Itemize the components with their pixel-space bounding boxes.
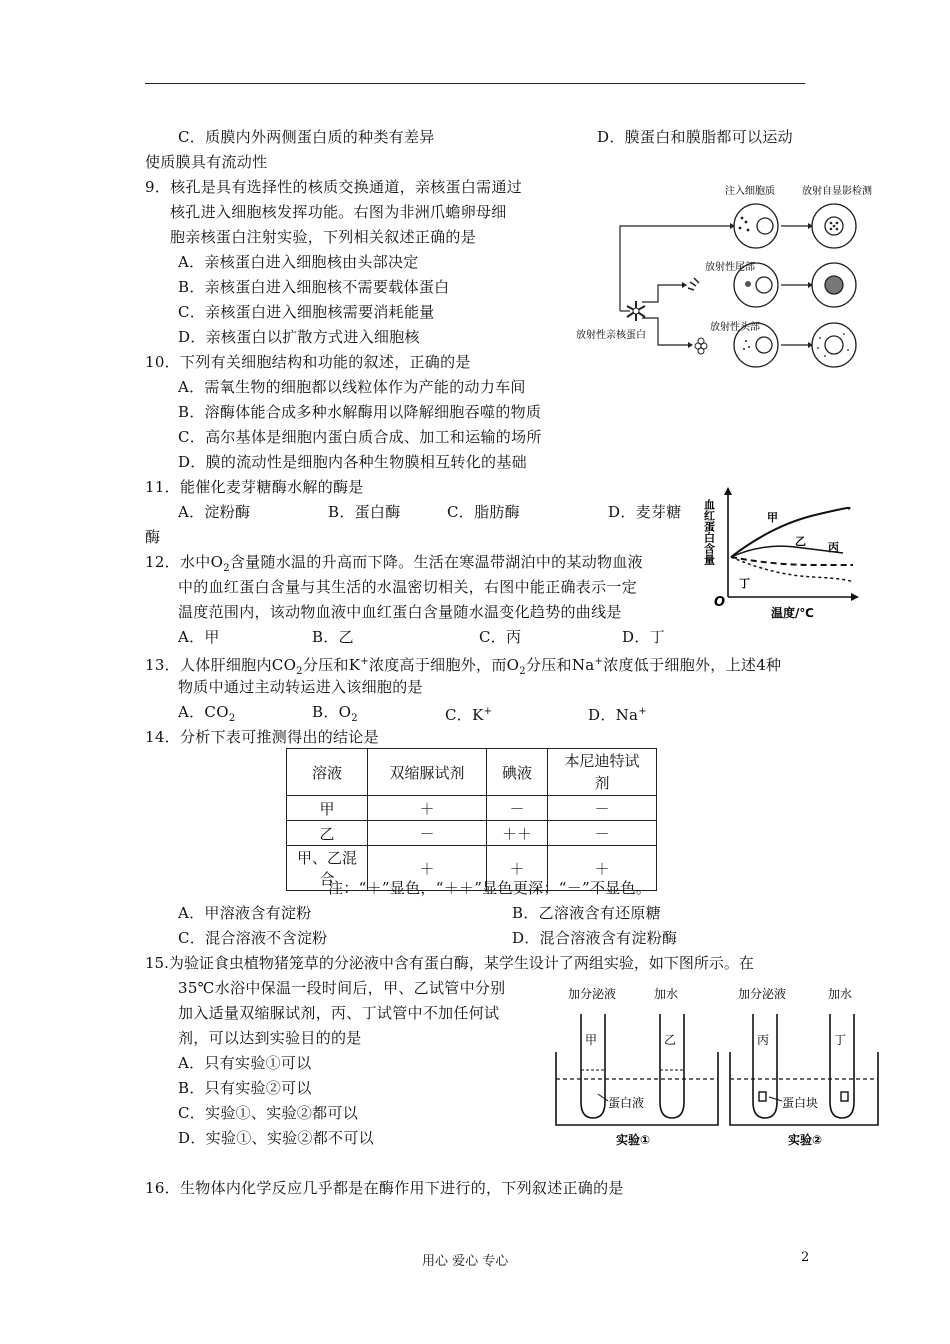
q12-curve-yi-label: 乙 <box>795 535 806 548</box>
q13-option-c-sup: + <box>483 706 493 717</box>
table-header-cell <box>548 749 657 796</box>
q13-stem-sub1: 2 <box>296 666 303 677</box>
header-rule <box>145 83 805 84</box>
q14-option-b: B．乙溶液含有还原糖 <box>512 904 662 922</box>
q13-stem-part3: 浓度高于细胞外，而O <box>368 656 520 674</box>
q15-option-b: B．只有实验②可以 <box>178 1079 312 1097</box>
q12-option-a: A．甲 <box>178 628 220 646</box>
q13-option-a-text: A．CO <box>178 703 229 721</box>
q9-stem-line1: 9．核孔是具有选择性的核质交换通道，亲核蛋白需通过 <box>145 178 523 196</box>
q15-stem-line1: 15.为验证食虫植物猪笼草的分泌液中含有蛋白酶，某学生设计了两组实验，如下图所示。在 <box>145 954 754 972</box>
q8-option-c: C．质膜内外两侧蛋白质的种类有差异 <box>178 128 435 146</box>
q13-option-d-sup: + <box>638 706 647 717</box>
table-cell: ＋ <box>368 846 487 891</box>
q15-fig-protein-liquid: 蛋白液 <box>608 1096 645 1110</box>
q13-option-b-text: B．O <box>312 703 352 721</box>
q14-table <box>286 748 657 891</box>
q11-continuation: 酶 <box>145 528 161 546</box>
q9-option-b: B．亲核蛋白进入细胞核不需要载体蛋白 <box>178 278 450 296</box>
q13-option-c-text: C．K <box>445 706 484 724</box>
q12-curve-bing-label: 丙 <box>828 541 839 554</box>
q13-stem-sup1: + <box>360 656 369 667</box>
q15-option-c: C．实验①、实验②都可以 <box>178 1104 359 1122</box>
q9-option-d: D．亲核蛋白以扩散方式进入细胞核 <box>178 328 420 346</box>
table-row <box>287 821 657 846</box>
q12-option-c: C．丙 <box>479 628 522 646</box>
q12-fig-origin: O <box>714 595 726 610</box>
table-cell: ＋＋ <box>487 821 548 846</box>
table-cell: ＋ <box>548 846 657 891</box>
q12-fig-ylabel: 血红蛋白含量 <box>703 499 716 565</box>
q12-stem-sub: 2 <box>223 563 230 574</box>
table-cell: － <box>487 796 548 821</box>
q11-option-b: B．蛋白酶 <box>328 503 401 521</box>
q13-option-a <box>178 702 235 729</box>
q9-fig-label-inject: 注入细胞质 <box>725 186 775 197</box>
q13-stem-sup2: + <box>594 656 604 667</box>
table-cell: 乙 <box>287 821 368 846</box>
q12-stem-line2: 中的血红蛋白含量与其生活的水温密切相关，右图中能正确表示一定 <box>178 578 638 596</box>
q14-option-a: A．甲溶液含有淀粉 <box>178 904 312 922</box>
q9-stem-line3: 胞亲核蛋白注射实验，下列相关叙述正确的是 <box>170 228 477 246</box>
q9-option-c: C．亲核蛋白进入细胞核需要消耗能量 <box>178 303 435 321</box>
q13-stem-part4: 分压和Na <box>525 656 595 674</box>
page-number: 2 <box>801 1250 810 1265</box>
table-header-row <box>287 749 657 796</box>
q15-option-a: A．只有实验①可以 <box>178 1054 312 1072</box>
q14-option-d: D．混合溶液含有淀粉酶 <box>512 929 678 947</box>
table-cell: － <box>368 821 487 846</box>
q8-option-d: D．膜蛋白和膜脂都可以运动 <box>597 128 793 146</box>
q9-stem-line2: 核孔进入细胞核发挥功能。右图为非洲爪蟾卵母细 <box>170 203 507 221</box>
q15-fig-add-secretion-1: 加分泌液 <box>568 987 617 1001</box>
q9-fig-label-detect: 放射自显影检测 <box>802 186 872 197</box>
table-header-line1: 本尼迪特试 <box>564 752 640 770</box>
q12-curve-jia-label: 甲 <box>767 511 778 524</box>
table-row <box>287 796 657 821</box>
q8-continuation: 使质膜具有流动性 <box>145 153 268 171</box>
q15-fig-tube-jia: 甲 <box>585 1033 598 1047</box>
q14-note: 注：“＋”显色，“＋＋”显色更深；“－”不显色。 <box>328 879 652 897</box>
q15-stem-line4: 剂，可以达到实验目的的是 <box>178 1029 362 1047</box>
q16-stem: 16．生物体内化学反应几乎都是在酶作用下进行的，下列叙述正确的是 <box>145 1179 624 1197</box>
q9-option-a: A．亲核蛋白进入细胞核由头部决定 <box>178 253 419 271</box>
table-cell: 甲、乙混合 <box>287 846 368 891</box>
table-cell: ＋ <box>487 846 548 891</box>
q11-stem: 11．能催化麦芽糖酶水解的酶是 <box>145 478 364 496</box>
q10-stem: 10．下列有关细胞结构和功能的叙述，正确的是 <box>145 353 471 371</box>
q15-fig-protein-block: 蛋白块 <box>782 1096 819 1110</box>
q15-fig-add-water-2: 加水 <box>828 987 853 1001</box>
q13-option-d-text: D．Na <box>588 706 639 724</box>
q12-option-d: D．丁 <box>622 628 665 646</box>
q10-option-c: C．高尔基体是细胞内蛋白质合成、加工和运输的场所 <box>178 428 542 446</box>
q15-fig-add-secretion-2: 加分泌液 <box>738 987 787 1001</box>
q15-fig-tube-bing: 丙 <box>757 1033 770 1047</box>
q10-option-b: B．溶酶体能合成多种水解酶用以降解细胞吞噬的物质 <box>178 403 542 421</box>
q15-option-d: D．实验①、实验②都不可以 <box>178 1129 374 1147</box>
q12-stem-line3: 温度范围内，该动物血液中血红蛋白含量随水温变化趋势的曲线是 <box>178 603 622 621</box>
table-cell: － <box>548 796 657 821</box>
q13-option-b-sub: 2 <box>351 713 358 724</box>
table-header-line2: 剂 <box>594 774 610 792</box>
q9-figure-nuclear-protein <box>570 178 880 378</box>
q15-figure-experiments <box>550 982 880 1150</box>
table-header-cell: 溶液 <box>287 749 368 796</box>
q12-stem-line1 <box>145 552 643 579</box>
q14-option-c: C．混合溶液不含淀粉 <box>178 929 328 947</box>
q9-fig-label-protein: 放射性亲核蛋白 <box>576 330 646 341</box>
q15-fig-exp2: 实验② <box>788 1133 823 1147</box>
q15-fig-tube-yi: 乙 <box>664 1033 677 1047</box>
q13-option-d <box>588 702 647 725</box>
q13-option-b <box>312 702 358 729</box>
q15-stem-line2: 35℃水浴中保温一段时间后，甲、乙试管中分别 <box>178 979 506 997</box>
table-header-cell: 碘液 <box>487 749 548 796</box>
q13-option-a-sub: 2 <box>228 713 236 724</box>
table-cell: 甲 <box>287 796 368 821</box>
q12-fig-xlabel: 温度/℃ <box>771 606 814 620</box>
q13-stem-part5: 浓度低于细胞外，上述4种 <box>603 656 782 674</box>
q10-option-d: D．膜的流动性是细胞内各种生物膜相互转化的基础 <box>178 453 527 471</box>
q11-option-c: C．脂肪酶 <box>447 503 520 521</box>
q13-stem-part2: 分压和K <box>302 656 361 674</box>
q15-fig-exp1: 实验① <box>616 1133 651 1147</box>
q12-stem-part2: 含量随水温的升高而下降。生活在寒温带湖泊中的某动物血液 <box>229 553 643 571</box>
q9-fig-label-tail: 放射性尾部 <box>705 262 755 273</box>
q12-figure-hemoglobin-curve <box>703 485 878 625</box>
q15-fig-add-water-1: 加水 <box>654 987 679 1001</box>
q10-option-a: A．需氧生物的细胞都以线粒体作为产能的动力车间 <box>178 378 526 396</box>
q13-stem-sub2: 2 <box>519 666 526 677</box>
q12-option-b: B．乙 <box>312 628 354 646</box>
q11-option-a: A．淀粉酶 <box>178 503 251 521</box>
q11-option-d: D．麦芽糖 <box>608 503 682 521</box>
q12-curve-ding-label: 丁 <box>739 577 750 590</box>
table-cell: － <box>548 821 657 846</box>
table-header-cell: 双缩脲试剂 <box>368 749 487 796</box>
q13-stem-part1: 13．人体肝细胞内CO <box>145 656 297 674</box>
table-cell: ＋ <box>368 796 487 821</box>
q15-fig-tube-ding: 丁 <box>834 1033 847 1047</box>
q9-fig-label-head: 放射性头部 <box>710 322 760 333</box>
q15-stem-line3: 加入适量双缩脲试剂，丙、丁试管中不加任何试 <box>178 1004 500 1022</box>
q12-stem-part1: 12．水中O <box>145 553 224 571</box>
q13-option-c <box>445 702 492 725</box>
footer-motto: 用心 爱心 专心 <box>422 1254 509 1269</box>
q13-stem-line2: 物质中通过主动转运进入该细胞的是 <box>178 678 423 696</box>
q14-stem: 14．分析下表可推测得出的结论是 <box>145 728 379 746</box>
